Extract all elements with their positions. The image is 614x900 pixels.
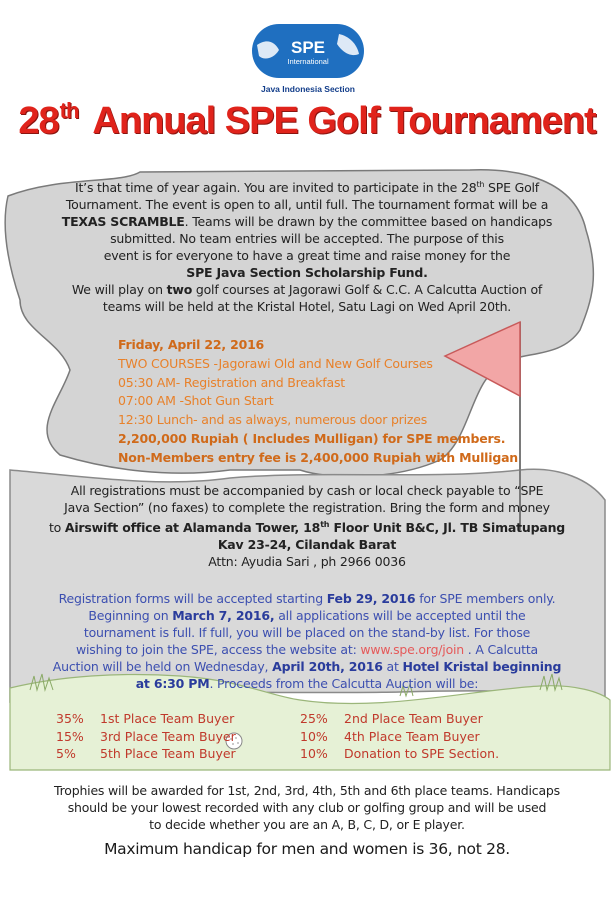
event-lunch: 12:30 Lunch- and as always, numerous door prizes xyxy=(118,412,428,428)
prize-row: 35% 1st Place Team Buyer xyxy=(56,711,235,726)
prize-list-right xyxy=(300,710,499,763)
spe-join-link[interactable]: www.spe.org/join xyxy=(360,642,465,657)
event-date: Friday, April 22, 2016 xyxy=(118,337,265,352)
svg-text:SPE: SPE xyxy=(290,38,326,57)
logo-caption: Java Indonesia Section xyxy=(260,84,355,94)
event-courses: TWO COURSES -Jagorawi Old and New Golf Courses xyxy=(118,355,433,371)
prize-row: 5% 5th Place Team Buyer xyxy=(56,746,236,761)
prize-row: 25% 2nd Place Team Buyer xyxy=(300,711,483,726)
trophies-paragraph: Trophies will be awarded for 1st, 2nd, 3rd, 4th, 5th and 6th place teams. Handicaps should be your lowest recorded with any club or golfing group and will be used to decide whether you are an A, B, C, D, or E player. xyxy=(54,783,560,832)
event-registration-time: 05:30 AM- Registration and Breakfast xyxy=(118,374,345,390)
intro-paragraph: It’s that time of year again. You are invited to participate in the 28th SPE Golf Tournament. The event is open to all, until full. The tournament format will be a TEXAS SCRAMBLE. Teams will be drawn by the committee based on handicaps submitted. No team entries will be accepted. The purpose of this event is for everyone to have a great time and raise money for the SPE Java Section Scholarship Fund. We will play on two golf courses at Jagorawi Golf & C.C. A Calcutta Auction of teams will be held at the Kristal Hotel, Satu Lagi on Wed April 20th. xyxy=(61,180,553,315)
registration-paragraph: All registrations must be accompanied by cash or local check payable to “SPE Java Section” (no faxes) to complete the registration. Bring the form and money to Airswift office at Alamanda Tower, 18th Floor Unit B&C, Jl. TB Simatupang Kav 23-24, Cilandak Barat Attn: Ayudia Sari , ph 2966 0036 xyxy=(20,482,594,570)
event-start-time: 07:00 AM -Shot Gun Start xyxy=(118,393,274,409)
prize-row: 10% Donation to SPE Section. xyxy=(300,746,500,761)
spe-globe-icon xyxy=(249,20,367,82)
member-fee: 2,200,000 Rupiah ( Includes Mulligan) for SPE members. xyxy=(118,430,506,446)
nonmember-fee: Non-Members entry fee is 2,400,000 Rupiah with Mulligan xyxy=(118,449,519,465)
event-details xyxy=(118,336,538,468)
prize-row: 15% 3rd Place Team Buyer xyxy=(56,728,236,744)
page-title: 28th Annual SPE Golf Tournament xyxy=(18,98,596,142)
spe-logo xyxy=(246,20,370,98)
svg-text:International: International xyxy=(287,57,329,66)
handicap-note: Maximum handicap for men and women is 36, not 28. xyxy=(104,840,510,858)
contact-attn: Attn: Ayudia Sari , ph 2966 0036 xyxy=(208,554,406,570)
prize-list-left xyxy=(56,710,236,763)
prize-row: 10% 4th Place Team Buyer xyxy=(300,728,480,744)
forms-paragraph: Registration forms will be accepted starting Feb 29, 2016 for SPE members only. Beginning on March 7, 2016, all applications will be accepted until the tournament is full. If full, you will be placed on the stand-by list. For those wishing to join the SPE, access the website at: www.spe.org/join . A Calcutta Auction will be held on Wednesday, April 20th, 2016 at Hotel Kristal beginning at 6:30 PM. Proceeds from the Calcutta Auction will be: xyxy=(52,591,562,691)
